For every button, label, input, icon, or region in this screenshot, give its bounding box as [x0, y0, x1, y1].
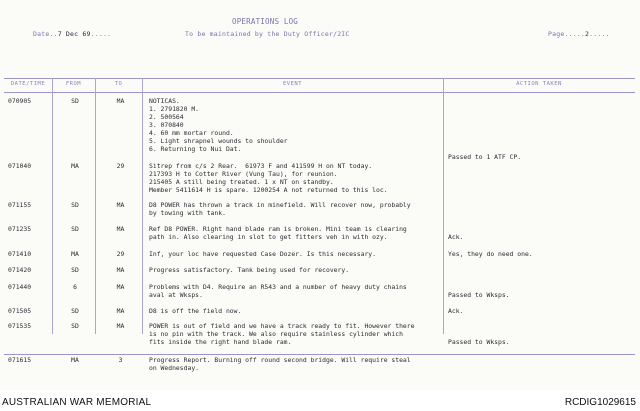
cell-from: 6	[73, 283, 77, 291]
cell-from: MA	[71, 250, 79, 258]
cell-to: 3	[118, 356, 123, 364]
date-value: 7 Dec 69	[57, 30, 91, 38]
column-divider	[443, 78, 444, 334]
cell-action: Ack.	[448, 307, 464, 315]
cell-to: MA	[116, 307, 125, 315]
archive-reference: RCDIG1029615	[564, 397, 636, 408]
cell-datetime: 071235	[8, 225, 32, 233]
column-divider	[52, 78, 53, 334]
log-subtitle: To be maintained by the Duty Officer/2IC	[185, 30, 350, 38]
cell-from: SD	[71, 225, 79, 233]
cell-event: POWER is out of field and we have a track ready to fit. However there is no pin with the track. We also require stainless cylinder which fits inside the right hand blade ram.	[149, 322, 415, 346]
date-field: Date..7 Dec 69.....	[33, 30, 112, 38]
column-divider	[95, 78, 96, 334]
cell-from: MA	[71, 162, 79, 170]
cell-to: MA	[116, 97, 125, 105]
cell-datetime: 071535	[8, 322, 32, 330]
cell-datetime: 070905	[8, 97, 32, 105]
cell-to: MA	[116, 283, 125, 291]
cell-event: D8 is off the field now.	[149, 307, 242, 315]
page-value: 2	[585, 30, 590, 38]
cell-to: 29	[116, 162, 125, 170]
archive-name: AUSTRALIAN WAR MEMORIAL	[2, 397, 152, 408]
cell-to: MA	[116, 266, 125, 274]
log-title: OPERATIONS LOG	[232, 17, 299, 26]
column-header-to: TO	[114, 81, 123, 87]
column-header-datetime: DATE/TIME	[10, 81, 46, 87]
cell-event: Inf, your loc have requested Case Dozer. Is this necessary.	[149, 250, 377, 258]
cell-action: Passed to 1 ATF CP.	[448, 153, 522, 161]
cell-datetime: 071505	[8, 307, 32, 315]
cell-to: MA	[116, 225, 125, 233]
cell-action: Ack.	[448, 233, 464, 241]
cell-from: SD	[71, 97, 79, 105]
cell-from: SD	[71, 307, 79, 315]
cell-datetime: 071420	[8, 266, 32, 274]
date-label: Date	[33, 30, 50, 38]
cell-datetime: 071040	[8, 162, 32, 170]
page-label: Page	[548, 30, 565, 38]
table-bottom-rule	[4, 354, 635, 355]
cell-datetime: 071440	[8, 283, 32, 291]
cell-action: Passed to Wksps.	[448, 338, 510, 346]
cell-event: Progress satisfactory. Tank being used for recovery.	[149, 266, 350, 274]
cell-datetime: 071410	[8, 250, 32, 258]
cell-from: SD	[71, 201, 79, 209]
cell-to: MA	[116, 322, 125, 330]
page-field: Page.....2.....	[548, 30, 610, 38]
cell-from: SD	[71, 266, 79, 274]
table-top-rule	[4, 78, 635, 79]
archive-footer	[0, 390, 640, 411]
column-header-from: FROM	[65, 81, 82, 87]
cell-event: Problems with D4. Require an R543 and a number of heavy duty chains aval at Wksps.	[149, 283, 407, 299]
column-header-action: ACTION TAKEN	[516, 81, 562, 87]
cell-event: Sitrep from c/s 2 Rear. 61973 F and 411599 H on NT today. 217393 H to Cotter River (Vung Tau), for reunion. 215405 A still being treated. 1 x NT on standby. Member 5411614 H is spare. 1200254 A not returned to this loc.	[149, 162, 388, 194]
column-header-event: EVENT	[282, 81, 303, 87]
cell-event: NOTICAS. 1. 2791820 M. 2. 500564 3. 070840 4. 60 mm mortar round. 5. Light shrapnel wounds to shoulder 6. Returning to Nui Dat.	[149, 97, 288, 153]
cell-event: D8 POWER has thrown a track in minefield. Will recover now, probably by towing with tank.	[149, 201, 411, 217]
cell-event: Progress Report. Burning off round second bridge. Will require steal on Wednesday.	[149, 356, 411, 372]
cell-from: SD	[71, 322, 79, 330]
cell-datetime: 071615	[8, 356, 32, 364]
cell-action: Passed to Wksps.	[448, 291, 510, 299]
cell-to: MA	[116, 201, 125, 209]
table-header-rule	[4, 92, 635, 93]
cell-from: MA	[71, 356, 79, 364]
cell-action: Yes, they do need one.	[448, 250, 533, 258]
cell-event: Ref D8 POWER. Right hand blade ram is broken. Mini team is clearing path in. Also clearing in slot to get fitters veh in with ozy.	[149, 225, 407, 241]
cell-datetime: 071155	[8, 201, 32, 209]
cell-to: 29	[116, 250, 125, 258]
